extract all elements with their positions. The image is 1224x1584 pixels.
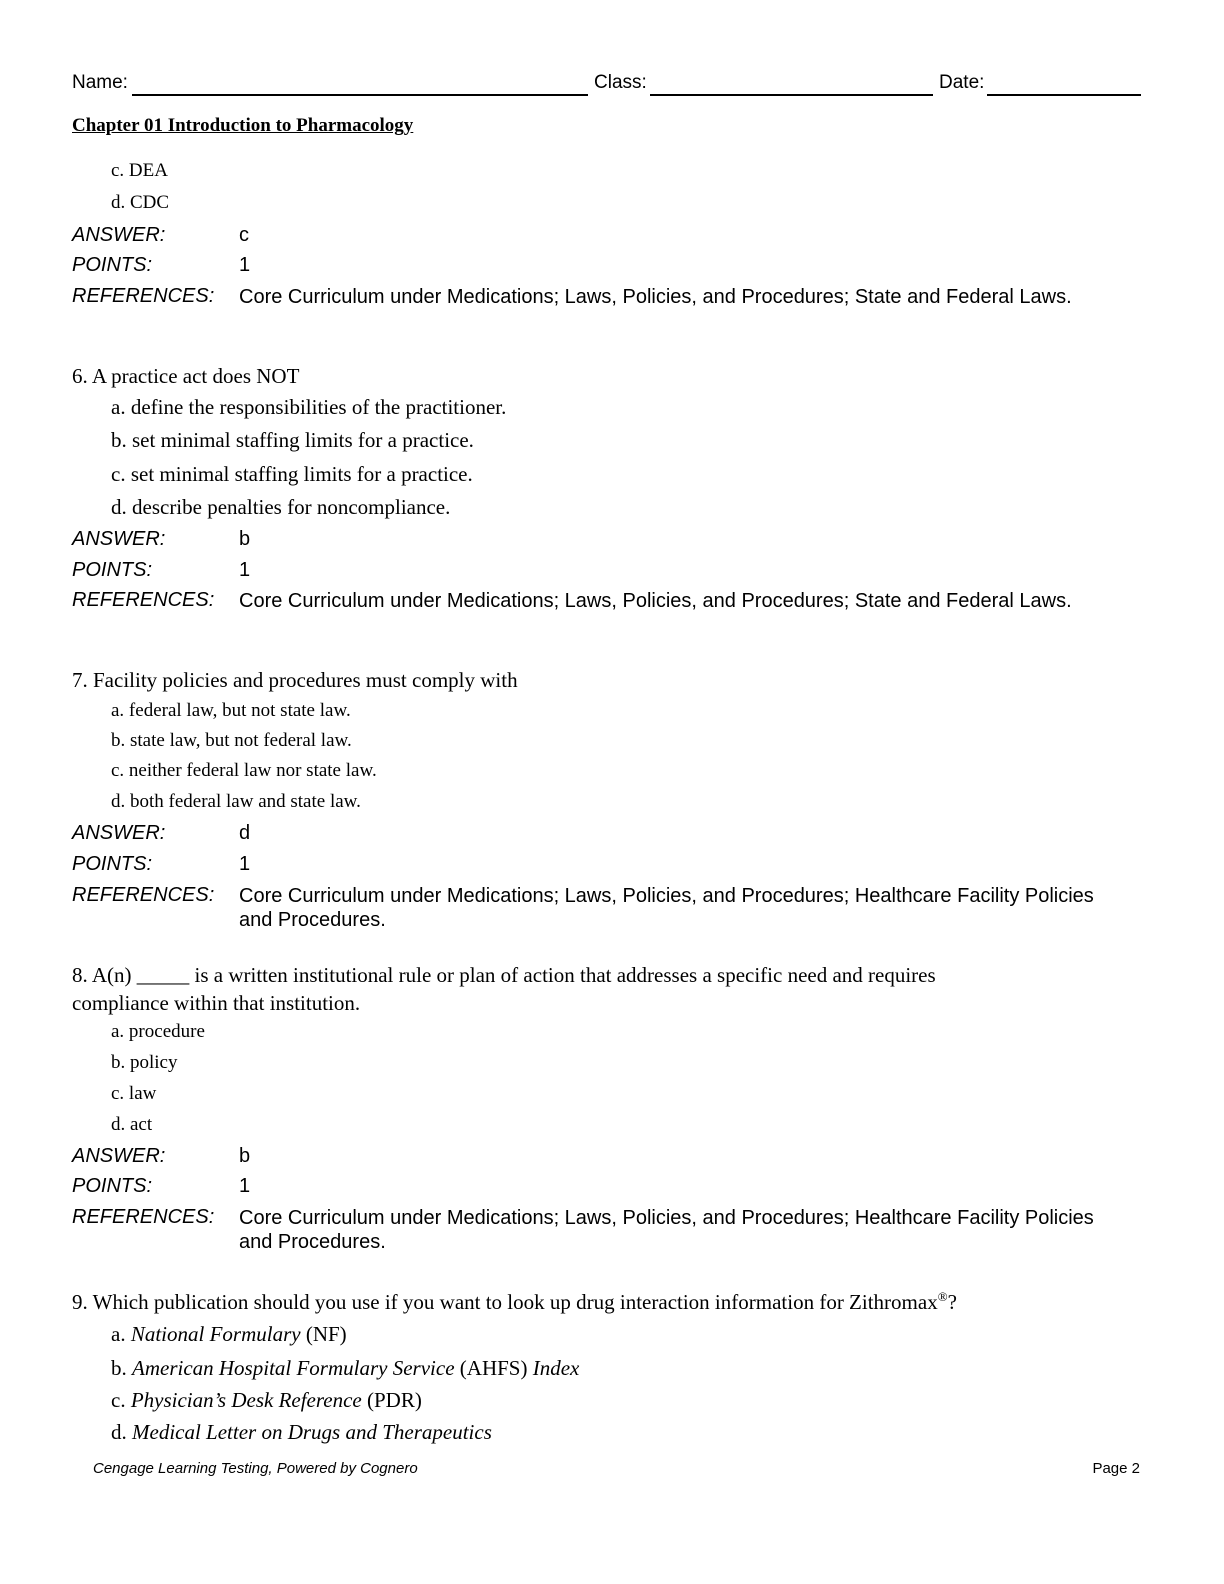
- class-field-line[interactable]: [650, 94, 933, 96]
- footer-publisher: Cengage Learning Testing, Powered by Cognero: [93, 1460, 418, 1477]
- q6-points: 1: [239, 559, 251, 581]
- q7-stem: 7. Facility policies and procedures must comply with: [72, 668, 518, 692]
- q7-option-b: b. state law, but not federal law.: [111, 730, 352, 751]
- q5-answer-label: ANSWER:: [72, 224, 166, 246]
- q6-references: Core Curriculum under Medications; Laws, Policies, and Procedures; State and Federal Laws.: [239, 590, 1072, 612]
- class-label: Class:: [594, 72, 647, 93]
- q5-references: Core Curriculum under Medications; Laws, Policies, and Procedures; State and Federal Laws.: [239, 286, 1072, 308]
- q7-answer-label: ANSWER:: [72, 822, 166, 844]
- q5-points-label: POINTS:: [72, 254, 153, 276]
- q7-points-label: POINTS:: [72, 853, 153, 875]
- q9-option-d-letter: d.: [111, 1420, 127, 1444]
- date-field-line[interactable]: [987, 94, 1141, 96]
- q9-option-c-letter: c.: [111, 1388, 126, 1412]
- name-label: Name:: [72, 72, 128, 93]
- q9-option-d: [111, 1420, 492, 1445]
- q7-answer: d: [239, 822, 251, 844]
- q9-option-a-title: National Formulary: [130, 1322, 301, 1346]
- chapter-title: Chapter 01 Introduction to Pharmacology: [72, 115, 414, 136]
- q8-points: 1: [239, 1175, 251, 1197]
- q8-references: Core Curriculum under Medications; Laws, Policies, and Procedures; Healthcare Facility Policies and Procedures.: [239, 1207, 1094, 1253]
- q6-stem: 6. A practice act does NOT: [72, 364, 300, 388]
- q8-option-b: b. policy: [111, 1052, 178, 1073]
- q9-option-c-title: Physician’s Desk Reference: [130, 1388, 362, 1412]
- q9-option-b: [111, 1356, 579, 1381]
- q7-points: 1: [239, 853, 251, 875]
- q5-option-d: d. CDC: [111, 192, 170, 213]
- q9-option-a: [111, 1322, 347, 1347]
- q7-references-label: REFERENCES:: [72, 884, 215, 906]
- q6-option-a: a. define the responsibilities of the practitioner.: [111, 395, 507, 419]
- q8-answer: b: [239, 1145, 251, 1167]
- registered-mark: ®: [937, 1289, 948, 1304]
- q5-option-c: c. DEA: [111, 160, 168, 181]
- name-field-line[interactable]: [132, 94, 588, 96]
- q8-option-d: d. act: [111, 1114, 153, 1135]
- page-number: Page 2: [1092, 1460, 1140, 1477]
- q8-points-label: POINTS:: [72, 1175, 153, 1197]
- q9-stem: [72, 1290, 957, 1315]
- q9-option-b-abbrev: (AHFS): [454, 1356, 533, 1380]
- q6-option-c: c. set minimal staffing limits for a practice.: [111, 462, 473, 486]
- q8-references-label: REFERENCES:: [72, 1206, 215, 1228]
- q6-points-label: POINTS:: [72, 559, 153, 581]
- q8-answer-label: ANSWER:: [72, 1145, 166, 1167]
- q9-option-a-letter: a.: [111, 1322, 126, 1346]
- q6-answer-label: ANSWER:: [72, 528, 166, 550]
- q7-option-c: c. neither federal law nor state law.: [111, 760, 377, 781]
- q8-stem-line2: compliance within that institution.: [72, 991, 361, 1015]
- q9-option-c-abbrev: (PDR): [361, 1388, 422, 1412]
- q7-option-a: a. federal law, but not state law.: [111, 700, 351, 721]
- q9-stem-end: ?: [947, 1290, 957, 1314]
- q8-option-c: c. law: [111, 1083, 157, 1104]
- q9-option-b-letter: b.: [111, 1356, 127, 1380]
- q8-option-a: a. procedure: [111, 1021, 205, 1042]
- q5-answer: c: [239, 224, 249, 246]
- q6-option-b: b. set minimal staffing limits for a practice.: [111, 428, 474, 452]
- q6-references-label: REFERENCES:: [72, 589, 215, 611]
- q7-option-d: d. both federal law and state law.: [111, 791, 361, 812]
- q9-option-b-index: Index: [532, 1356, 580, 1380]
- q5-points: 1: [239, 254, 251, 276]
- q9-option-d-title: Medical Letter on Drugs and Therapeutics: [132, 1420, 492, 1444]
- q9-option-c: [111, 1388, 422, 1413]
- q8-stem-line1: 8. A(n) _____ is a written institutional rule or plan of action that addresses a specific need and requires: [72, 963, 936, 987]
- q6-answer: b: [239, 528, 251, 550]
- q9-option-b-title: American Hospital Formulary Service: [132, 1356, 455, 1380]
- date-label: Date:: [939, 72, 985, 93]
- q9-stem-text: 9. Which publication should you use if you want to look up drug interaction information for Zithromax: [72, 1290, 938, 1314]
- q9-option-a-abbrev: (NF): [300, 1322, 347, 1346]
- q5-references-label: REFERENCES:: [72, 285, 215, 307]
- q7-references: Core Curriculum under Medications; Laws, Policies, and Procedures; Healthcare Facility Policies and Procedures.: [239, 885, 1094, 931]
- q6-option-d: d. describe penalties for noncompliance.: [111, 495, 451, 519]
